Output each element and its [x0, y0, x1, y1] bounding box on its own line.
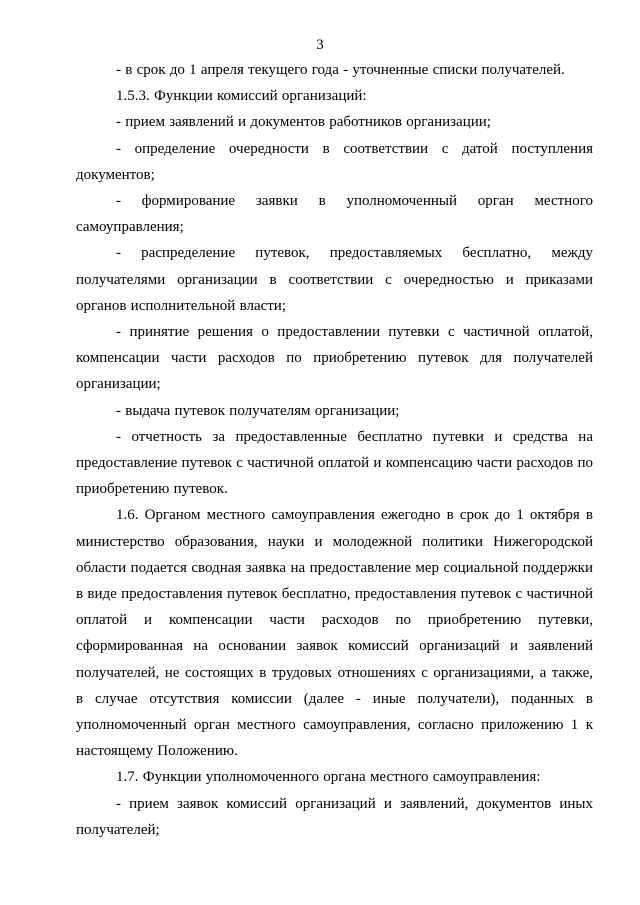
page-number: 3 — [316, 37, 324, 53]
document-body — [76, 57, 593, 843]
section-heading: 1.7. Функции уполномоченного органа местного самоуправления: — [116, 769, 541, 786]
section-heading: 1.5.3. Функции комиссий организаций: — [116, 88, 367, 105]
paragraph: - прием заявок комиссий организаций и заявлений, документов иных получателей; — [76, 795, 593, 838]
paragraph: - определение очередности в соответствии с датой поступления документов; — [76, 140, 593, 183]
paragraph: - в срок до 1 апреля текущего года - уточненные списки получателей. — [116, 62, 565, 78]
paragraph: - принятие решения о предоставлении путевки с частичной оплатой, компенсации части расходов по приобретению путевок для получателей организации; — [76, 324, 593, 393]
paragraph: 1.6. Органом местного самоуправления ежегодно в срок до 1 октября в министерство образования, науки и молодежной политики Нижегородской области подается сводная заявка на предоставление мер социальной поддержки в виде предоставления путевок бесплатно, предоставления путевок с частичной оплатой и компенсации части расходов по приобретению путевки, сформированная на основании заявок комиссий организаций и заявлений получателей, не состоящих в трудовых отношениях с организациями, а также, в случае отсутствия комиссии (далее - иные получатели), поданных в уполномоченный орган местного самоуправления, согласно приложению 1 к настоящему Положению. — [76, 507, 593, 760]
paragraph: - отчетность за предоставленные бесплатно путевки и средства на предоставление путевок с частичной оплатой и компенсацию части расходов по приобретению путевок. — [76, 428, 593, 498]
paragraph: - формирование заявки в уполномоченный орган местного самоуправления; — [76, 193, 593, 236]
paragraph: - распределение путевок, предоставляемых бесплатно, между получателями организации в соответствии с очередностью и приказами органов исполнительной власти; — [76, 245, 593, 314]
paragraph: - прием заявлений и документов работников организации; — [116, 114, 491, 131]
paragraph: - выдача путевок получателям организации; — [116, 402, 400, 419]
